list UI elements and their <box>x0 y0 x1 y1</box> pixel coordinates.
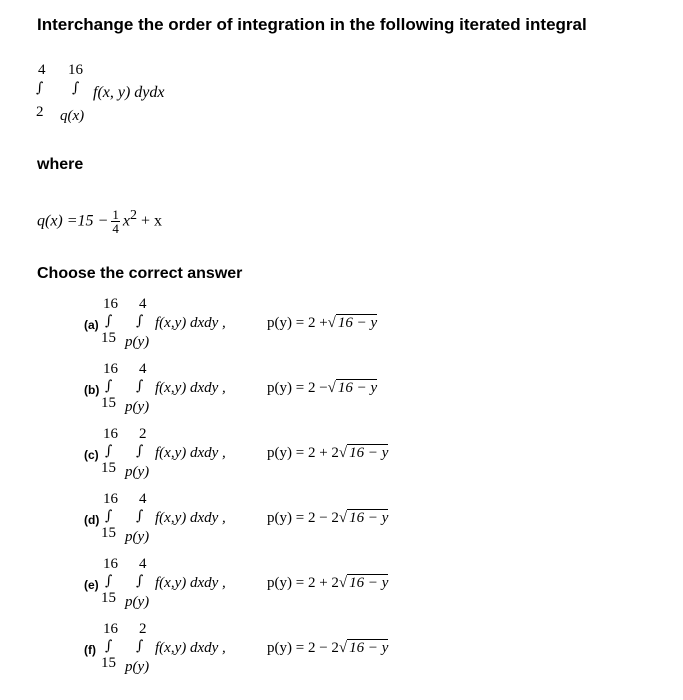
inner-lower-limit: p(y) <box>125 659 150 675</box>
outer-lower-limit: 15 <box>101 525 116 541</box>
radicand: 16 − y <box>337 315 378 331</box>
p-lhs: p(y) = 2 + 2 <box>267 445 339 461</box>
outer-upper-limit: 16 <box>103 426 118 442</box>
q-rest: + x <box>140 212 162 230</box>
inner-integral-sign: ∫ <box>136 378 144 394</box>
outer-integral-sign: ∫ <box>105 378 113 394</box>
inner-upper-limit: 4 <box>139 296 147 312</box>
inner-lower-limit: p(y) <box>125 334 150 350</box>
choice-f[interactable] <box>0 621 683 683</box>
inner-integral-sign: ∫ <box>136 508 144 524</box>
q-fraction-numerator: 1 <box>112 207 119 223</box>
inner-lower-limit: p(y) <box>125 594 150 610</box>
radicand: 16 − y <box>337 380 378 396</box>
integrand: f(x,y) dxdy , <box>155 315 226 331</box>
outer-upper-limit: 16 <box>103 296 118 312</box>
outer-lower-limit: 15 <box>101 655 116 671</box>
outer-lower-limit: 15 <box>101 395 116 411</box>
p-lhs: p(y) = 2 − 2 <box>267 640 339 656</box>
outer-upper-limit: 16 <box>103 491 118 507</box>
choice-label: (b) <box>84 383 100 397</box>
inner-upper-limit: 2 <box>139 426 147 442</box>
sqrt-symbol: √ <box>338 510 348 526</box>
outer-upper-limit: 16 <box>103 361 118 377</box>
integrand: f(x,y) dxdy , <box>155 640 226 656</box>
integrand: f(x,y) dxdy , <box>155 575 226 591</box>
choice-c[interactable] <box>0 426 683 488</box>
outer-upper-limit: 4 <box>38 62 46 78</box>
outer-lower-limit: 2 <box>36 104 44 120</box>
inner-integral-sign: ∫ <box>136 313 144 329</box>
choice-label: (d) <box>84 513 100 527</box>
outer-upper-limit: 16 <box>103 556 118 572</box>
sqrt-symbol: √ <box>327 315 336 331</box>
choice-label: (f) <box>84 643 96 657</box>
inner-upper-limit: 4 <box>139 361 147 377</box>
inner-lower-limit: p(y) <box>125 464 150 480</box>
outer-upper-limit: 16 <box>103 621 118 637</box>
sqrt-symbol: √ <box>338 575 348 591</box>
inner-upper-limit: 2 <box>139 621 147 637</box>
choice-label: (c) <box>84 448 99 462</box>
sqrt-symbol: √ <box>338 640 348 656</box>
inner-integral-sign: ∫ <box>136 443 144 459</box>
outer-integral-sign: ∫ <box>105 313 113 329</box>
choice-b[interactable] <box>0 361 683 423</box>
radicand: 16 − y <box>349 640 389 656</box>
question-title: Interchange the order of integration in the following iterated integral <box>37 15 587 34</box>
p-lhs: p(y) = 2 − <box>267 380 328 396</box>
inner-lower-limit: q(x) <box>60 108 85 124</box>
choice-label: (e) <box>84 578 99 592</box>
choice-label: (a) <box>84 318 99 332</box>
outer-integral-sign: ∫ <box>105 508 113 524</box>
inner-upper-limit: 4 <box>139 491 147 507</box>
q-definition <box>37 203 162 235</box>
p-definition <box>267 640 388 657</box>
choice-e[interactable] <box>0 556 683 618</box>
inner-lower-limit: p(y) <box>125 529 150 545</box>
p-lhs: p(y) = 2 − 2 <box>267 510 339 526</box>
radicand: 16 − y <box>349 445 389 461</box>
p-definition <box>267 445 388 462</box>
radicand: 16 − y <box>349 510 389 526</box>
sqrt-symbol: √ <box>338 445 348 461</box>
p-definition <box>267 380 377 397</box>
outer-lower-limit: 15 <box>101 590 116 606</box>
p-definition <box>267 315 377 332</box>
p-definition <box>267 510 388 527</box>
outer-integral-sign: ∫ <box>105 573 113 589</box>
p-definition <box>267 575 388 592</box>
inner-upper-limit: 4 <box>139 556 147 572</box>
q-exponent: 2 <box>129 208 137 223</box>
outer-integral-sign: ∫ <box>105 638 113 654</box>
integrand: f(x,y) dxdy , <box>155 380 226 396</box>
sqrt-symbol: √ <box>327 380 336 396</box>
radicand: 16 − y <box>349 575 389 591</box>
choice-d[interactable] <box>0 491 683 553</box>
q-fraction <box>111 208 120 235</box>
p-lhs: p(y) = 2 + 2 <box>267 575 339 591</box>
inner-integral-sign: ∫ <box>72 80 80 96</box>
p-lhs: p(y) = 2 + <box>267 315 328 331</box>
outer-integral-sign: ∫ <box>105 443 113 459</box>
choose-label: Choose the correct answer <box>37 265 243 282</box>
q-fraction-denominator: 4 <box>112 221 119 237</box>
inner-integral-sign: ∫ <box>136 638 144 654</box>
iterated-integral <box>30 62 230 128</box>
inner-integral-sign: ∫ <box>136 573 144 589</box>
outer-lower-limit: 15 <box>101 330 116 346</box>
where-label: where <box>37 156 84 173</box>
q-lhs: q(x) =15 − <box>37 212 109 230</box>
choice-a[interactable] <box>0 296 683 358</box>
outer-integral-sign: ∫ <box>36 80 44 96</box>
inner-upper-limit: 16 <box>68 62 83 78</box>
integrand: f(x,y) dxdy , <box>155 510 226 526</box>
outer-lower-limit: 15 <box>101 460 116 476</box>
integrand: f(x, y) dydx <box>93 84 165 101</box>
q-variable: x <box>122 212 130 230</box>
inner-lower-limit: p(y) <box>125 399 150 415</box>
integrand: f(x,y) dxdy , <box>155 445 226 461</box>
